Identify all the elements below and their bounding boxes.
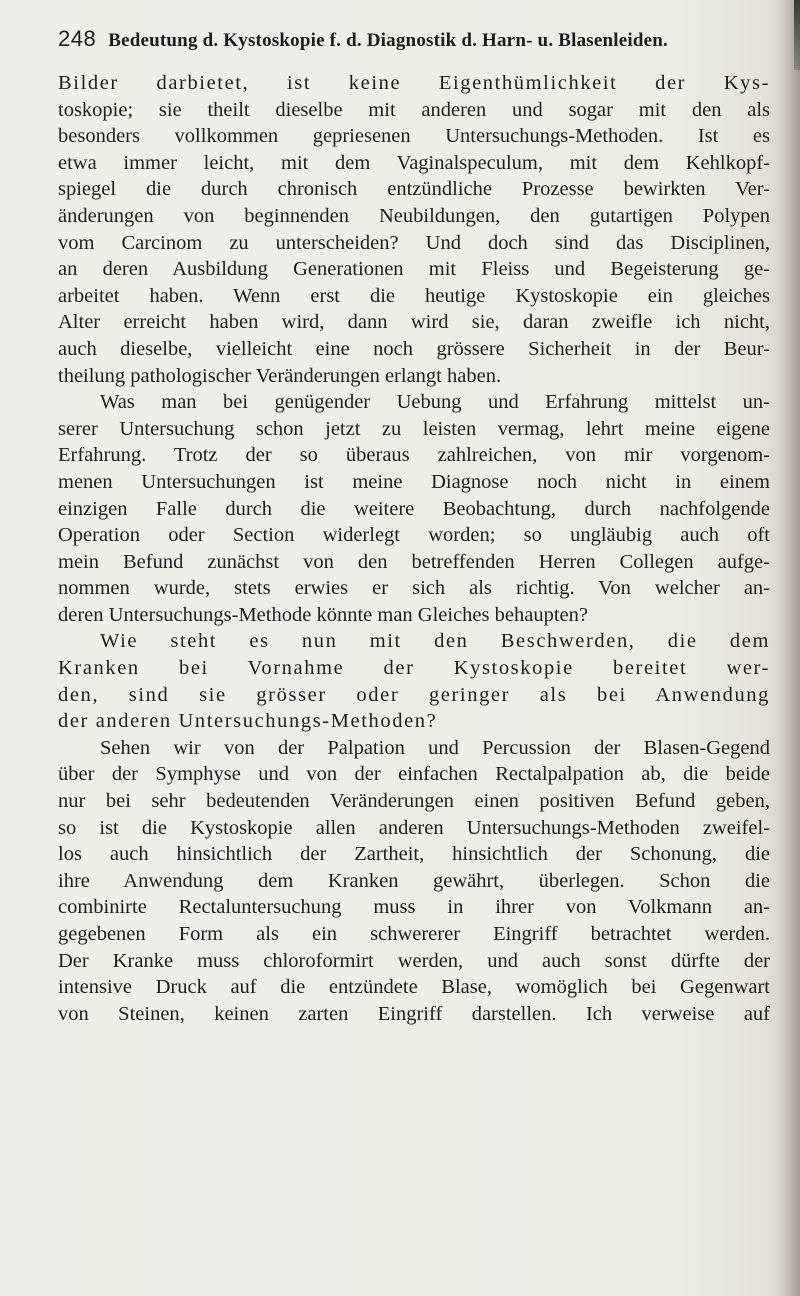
text-line: deren Untersuchungs-Methode könnte man Gleiches behaupten? — [58, 603, 588, 626]
text-line: Operation oder Section widerlegt worden; so ungläubig auch oft — [58, 524, 770, 547]
text-line: von Steinen, keinen zarten Eingriff darstellen. Ich verweise auf — [58, 1002, 770, 1025]
text-line: toskopie; sie theilt dieselbe mit anderen und sogar mit den als — [58, 98, 770, 121]
text-line: arbeitet haben. Wenn erst die heutige Kystoskopie ein gleiches — [58, 284, 770, 307]
text-line: gegebenen Form als ein schwererer Eingriff betrachtet werden. — [58, 923, 770, 945]
text-line: ihre Anwendung dem Kranken gewährt, überlegen. Schon die — [58, 869, 770, 892]
text-line: der anderen Untersuchungs-Methoden? — [58, 710, 438, 733]
text-line: einzigen Falle durch die weitere Beobachtung, durch nachfolgende — [58, 497, 770, 520]
text-line: Erfahrung. Trotz der so überaus zahlreichen, von mir vorgenom- — [58, 444, 770, 467]
text-line: Kranken bei Vornahme der Kystoskopie bereitet wer- — [58, 657, 770, 680]
text-line: auch dieselbe, vielleicht eine noch grössere Sicherheit in der Beur- — [58, 337, 770, 360]
text-line: den, sind sie grösser oder geringer als bei Anwendung — [58, 683, 770, 706]
text-line: besonders vollkommen gepriesenen Untersuchungs-Methoden. Ist es — [58, 125, 770, 148]
text-line: vom Carcinom zu unterscheiden? Und doch sind das Disciplinen, — [58, 231, 770, 254]
text-line: Alter erreicht haben wird, dann wird sie, daran zweifle ich nicht, — [58, 311, 770, 334]
text-line: Wie steht es nun mit den Beschwerden, die dem — [100, 630, 770, 653]
page-edge-mark — [794, 0, 800, 70]
text-line: intensive Druck auf die entzündete Blase, womöglich bei Gegenwart — [58, 976, 770, 999]
text-line: Sehen wir von der Palpation und Percussion der Blasen-Gegend — [100, 736, 770, 759]
text-line: menen Untersuchungen ist meine Diagnose noch nicht in einem — [58, 470, 770, 493]
text-line: nommen wurde, stets erwies er sich als richtig. Von welcher an- — [58, 577, 770, 600]
text-line: spiegel die durch chronisch entzündliche Prozesse bewirkten Ver- — [58, 178, 770, 201]
text-line: etwa immer leicht, mit dem Vaginalspeculum, mit dem Kehlkopf- — [58, 151, 770, 174]
running-header — [58, 26, 758, 56]
text-line: Bilder darbietet, ist keine Eigenthümlichkeit der Kys- — [58, 72, 770, 94]
text-line: änderungen von beginnenden Neubildungen, den gutartigen Polypen — [58, 204, 770, 227]
running-title: Bedeutung d. Kystoskopie f. d. Diagnostik d. Harn- u. Blasenleiden. — [108, 30, 668, 51]
text-line: serer Untersuchung schon jetzt zu leisten vermag, lehrt meine eigene — [58, 417, 770, 440]
text-line: los auch hinsichtlich der Zartheit, hinsichtlich der Schonung, die — [58, 843, 770, 866]
text-line: mein Befund zunächst von den betreffenden Herren Collegen aufge- — [58, 550, 770, 573]
page-number: 248 — [58, 26, 97, 51]
text-line: nur bei sehr bedeutenden Veränderungen einen positiven Befund geben, — [58, 790, 770, 813]
text-line: Was man bei genügender Uebung und Erfahrung mittelst un- — [100, 391, 770, 414]
text-line: über der Symphyse und von der einfachen Rectalpalpation ab, die beide — [58, 763, 770, 786]
body-text — [58, 70, 770, 1027]
text-line: theilung pathologischer Veränderungen erlangt haben. — [58, 364, 502, 387]
text-line: an deren Ausbildung Generationen mit Fleiss und Begeisterung ge- — [58, 258, 770, 281]
text-line: Der Kranke muss chloroformirt werden, und auch sonst dürfte der — [58, 949, 770, 972]
text-line: combinirte Rectaluntersuchung muss in ihrer von Volkmann an- — [58, 896, 770, 919]
page-edge-shadow — [778, 0, 800, 1296]
text-line: so ist die Kystoskopie allen anderen Untersuchungs-Methoden zweifel- — [58, 816, 770, 839]
